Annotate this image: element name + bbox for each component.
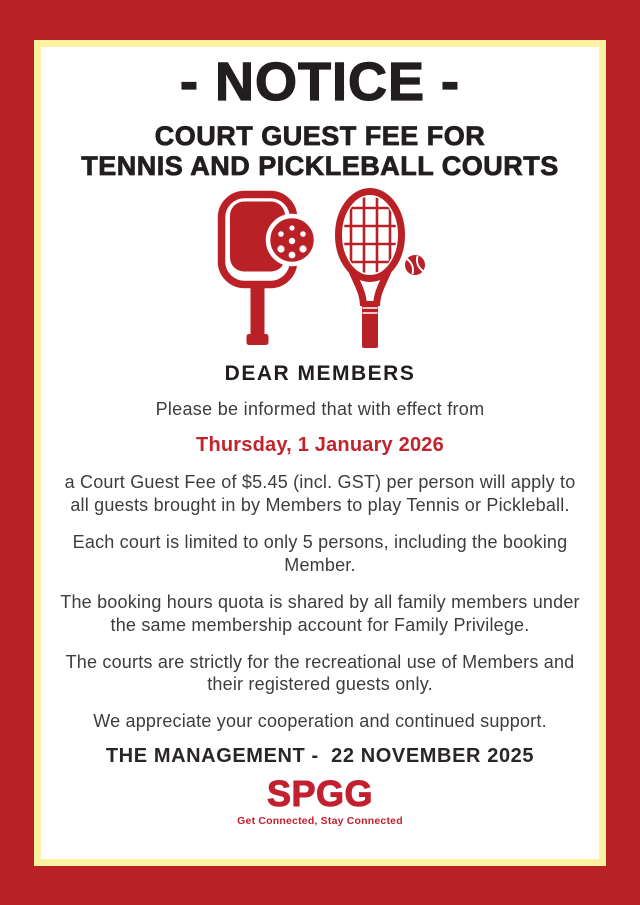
sports-icons	[200, 188, 440, 351]
intro-text: Please be informed that with effect from	[155, 399, 485, 420]
pickleball-icon	[268, 216, 316, 264]
paragraph-recreational-use: The courts are strictly for the recreational use of Members and their registered guests only.	[65, 651, 575, 695]
paragraph-appreciation: We appreciate your cooperation and continued support.	[93, 711, 547, 732]
tennis-racket-icon	[338, 192, 402, 349]
notice-subtitle	[81, 121, 559, 181]
tennis-ball-icon	[405, 255, 425, 275]
salutation-heading: DEAR MEMBERS	[224, 362, 416, 386]
spgg-logo-tagline: Get Connected, Stay Connected	[237, 815, 403, 828]
paragraph-court-limit: Each court is limited to only 5 persons, including the booking Member.	[72, 532, 568, 576]
spgg-logo: SPGG	[266, 773, 374, 815]
effective-date: Thursday, 1 January 2026	[196, 434, 444, 457]
paragraph-booking-quota: The booking hours quota is shared by all family members under the same membership account for Family Privilege.	[60, 591, 580, 635]
signoff-line: THE MANAGEMENT - 22 NOVEMBER 2025	[105, 745, 535, 768]
poster-inner-frame	[34, 40, 606, 866]
notice-title: - NOTICE -	[180, 52, 460, 112]
paragraph-fee: a Court Guest Fee of $5.45 (incl. GST) per person will apply to all guests brought in by Members to play Tennis or Pickleball.	[64, 472, 576, 516]
subtitle-line-1: COURT GUEST FEE FOR	[154, 121, 486, 151]
subtitle-line-2: TENNIS AND PICKLEBALL COURTS	[81, 151, 559, 182]
